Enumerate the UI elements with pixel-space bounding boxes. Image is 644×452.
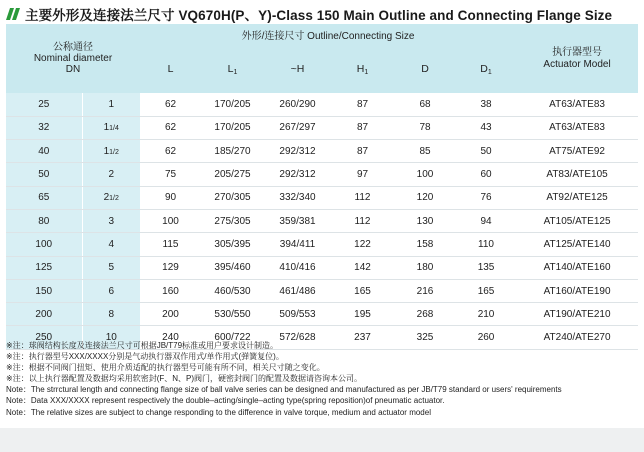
table-row <box>6 233 638 256</box>
actuator-cell: AT190/ATE210 <box>516 303 638 326</box>
h1-cell: 165 <box>331 279 394 302</box>
d-cell: 158 <box>394 233 456 256</box>
actuator-header-cn: 执行器型号 <box>552 46 603 58</box>
d-cell: 68 <box>394 93 456 116</box>
col-h-header: ~H <box>264 45 331 93</box>
l-cell: 240 <box>140 326 201 349</box>
d-cell: 85 <box>394 140 456 163</box>
dn-mm-cell: 65 <box>6 186 82 209</box>
page-title: 主要外形及连接法兰尺寸 VQ670H(P、Y)-Class 150 Main Outline and Connecting Flange Size <box>25 8 613 23</box>
dn-inch-cell: 3 <box>82 209 140 232</box>
dn-inch-cell: 8 <box>82 303 140 326</box>
l-cell: 200 <box>140 303 201 326</box>
actuator-cell: AT160/ATE190 <box>516 279 638 302</box>
d-cell: 268 <box>394 303 456 326</box>
col-d-header: D <box>394 45 456 93</box>
outline-size-header: 外形/连接尺寸 Outline/Connecting Size <box>140 24 516 45</box>
notes-block <box>6 340 638 418</box>
l1-cell: 530/550 <box>201 303 264 326</box>
col-l1-header: $L_1$ <box>201 45 264 93</box>
h1-cell: 97 <box>331 163 394 186</box>
table-row <box>6 303 638 326</box>
note-line: ※注：球阀结构长度及连接法兰尺寸可根据JB/T79标准或用户要求设计制造。 <box>6 341 279 350</box>
dn-inch-fraction: 1/4 <box>109 125 119 133</box>
d1-cell: 94 <box>456 209 516 232</box>
l1-cell: 205/275 <box>201 163 264 186</box>
dn-inch-cell: 2 <box>82 163 140 186</box>
title-row <box>6 4 612 24</box>
l-cell: 100 <box>140 209 201 232</box>
dn-header-cn: 公称通径 <box>53 42 93 53</box>
d1-cell: 260 <box>456 326 516 349</box>
bottom-strip <box>0 428 644 452</box>
actuator-cell: AT63/ATE83 <box>516 116 638 139</box>
dn-inch-cell: 5 <box>82 256 140 279</box>
dn-mm-cell: 25 <box>6 93 82 116</box>
note-line: Note：The relative sizes are subject to change responding to the difference in valve torque, medium and actuator model <box>6 407 431 417</box>
dn-inch-fraction: 1/2 <box>109 148 119 156</box>
d-cell: 100 <box>394 163 456 186</box>
h-cell: 292/312 <box>264 163 331 186</box>
d1-cell: 110 <box>456 233 516 256</box>
nominal-diameter-header <box>6 24 140 93</box>
h-cell: 461/486 <box>264 279 331 302</box>
d1-cell: 43 <box>456 116 516 139</box>
l-cell: 75 <box>140 163 201 186</box>
dn-inch-cell: 21/2 <box>82 186 140 209</box>
h1-cell: 142 <box>331 256 394 279</box>
table-body <box>6 93 638 349</box>
dn-inch-cell: 11/2 <box>82 140 140 163</box>
h1-cell: 112 <box>331 186 394 209</box>
dn-mm-cell: 200 <box>6 303 82 326</box>
l1-cell: 395/460 <box>201 256 264 279</box>
actuator-cell: AT83/ATE105 <box>516 163 638 186</box>
d1-cell: 50 <box>456 140 516 163</box>
actuator-cell: AT140/ATE160 <box>516 256 638 279</box>
d-cell: 325 <box>394 326 456 349</box>
h-cell: 292/312 <box>264 140 331 163</box>
l-cell: 90 <box>140 186 201 209</box>
note-line: ※注：以上执行器配置及数据均采用软密封(F、N、P)阀门，硬密封阀门的配置及数据请咨询本公司。 <box>6 374 363 384</box>
l-cell: 160 <box>140 279 201 302</box>
dn-inch-cell: 6 <box>82 279 140 302</box>
header-row-1 <box>6 24 638 45</box>
dn-mm-cell: 125 <box>6 256 82 279</box>
dn-mm-cell: 100 <box>6 233 82 256</box>
h-cell: 332/340 <box>264 186 331 209</box>
note-line: Note：Data XXX/XXXX represent respectively the double–acting/single–acting type(spring reposition)of pneumatic actuator. <box>6 396 445 406</box>
h-cell: 359/381 <box>264 209 331 232</box>
actuator-header <box>516 24 638 93</box>
table-row <box>6 186 638 209</box>
l-cell: 115 <box>140 233 201 256</box>
l1-cell: 275/305 <box>201 209 264 232</box>
col-d1-header: $D_1$ <box>456 45 516 93</box>
table-row <box>6 163 638 186</box>
l1-cell: 600/722 <box>201 326 264 349</box>
table-row <box>6 256 638 279</box>
d1-cell: 76 <box>456 186 516 209</box>
l1-cell: 170/205 <box>201 116 264 139</box>
table-row <box>6 279 638 302</box>
dn-mm-cell: 32 <box>6 116 82 139</box>
h-cell: 260/290 <box>264 93 331 116</box>
l1-cell: 270/305 <box>201 186 264 209</box>
note-line: ※注：执行器型号XXX/XXXX分别是气动执行器双作用式/单作用式(弹簧复位)。 <box>6 352 284 362</box>
dn-inch-cell: 4 <box>82 233 140 256</box>
actuator-cell: AT105/ATE125 <box>516 209 638 232</box>
h-cell: 267/297 <box>264 116 331 139</box>
h1-cell: 195 <box>331 303 394 326</box>
actuator-cell: AT240/ATE270 <box>516 326 638 349</box>
note-line: ※注：根据不同阀门扭矩、使用介质适配的执行器型号可能有所不同，相关尺寸随之变化。 <box>6 363 325 373</box>
h1-cell: 87 <box>331 116 394 139</box>
actuator-cell: AT63/ATE83 <box>516 93 638 116</box>
l-cell: 129 <box>140 256 201 279</box>
d-cell: 120 <box>394 186 456 209</box>
note-line: Note：The strrctural length and connecting flange size of ball valve series can be designed and manufactured as per JB/T79 standard or users' requirements <box>6 385 562 395</box>
d-cell: 78 <box>394 116 456 139</box>
d-cell: 216 <box>394 279 456 302</box>
actuator-header-en: Actuator Model <box>543 58 611 70</box>
h1-cell: 112 <box>331 209 394 232</box>
dn-inch-cell: 11/4 <box>82 116 140 139</box>
d1-cell: 165 <box>456 279 516 302</box>
h1-cell: 87 <box>331 140 394 163</box>
h-cell: 509/553 <box>264 303 331 326</box>
table-row <box>6 93 638 116</box>
l1-cell: 305/395 <box>201 233 264 256</box>
l-cell: 62 <box>140 93 201 116</box>
table-row <box>6 116 638 139</box>
h1-cell: 87 <box>331 93 394 116</box>
dn-inch-cell: 1 <box>82 93 140 116</box>
dn-mm-cell: 40 <box>6 140 82 163</box>
dn-header-code: DN <box>65 64 81 75</box>
d-cell: 130 <box>394 209 456 232</box>
table-row <box>6 140 638 163</box>
dn-mm-cell: 50 <box>6 163 82 186</box>
l1-cell: 460/530 <box>201 279 264 302</box>
actuator-cell: AT125/ATE140 <box>516 233 638 256</box>
col-l-header: L <box>140 45 201 93</box>
l1-cell: 185/270 <box>201 140 264 163</box>
h-cell: 572/628 <box>264 326 331 349</box>
h1-cell: 237 <box>331 326 394 349</box>
double-slash-icon <box>6 8 20 20</box>
dn-mm-cell: 250 <box>6 326 82 349</box>
dn-inch-cell: 10 <box>82 326 140 349</box>
h-cell: 410/416 <box>264 256 331 279</box>
dn-inch-fraction: 1/2 <box>109 195 119 203</box>
d1-cell: 38 <box>456 93 516 116</box>
dn-mm-cell: 150 <box>6 279 82 302</box>
spec-table <box>6 24 638 350</box>
d-cell: 180 <box>394 256 456 279</box>
l-cell: 62 <box>140 116 201 139</box>
h-cell: 394/411 <box>264 233 331 256</box>
l-cell: 62 <box>140 140 201 163</box>
d1-cell: 135 <box>456 256 516 279</box>
h1-cell: 122 <box>331 233 394 256</box>
d1-cell: 60 <box>456 163 516 186</box>
dn-header-en: Nominal diameter <box>33 53 113 64</box>
l1-cell: 170/205 <box>201 93 264 116</box>
dn-mm-cell: 80 <box>6 209 82 232</box>
actuator-cell: AT75/ATE92 <box>516 140 638 163</box>
d1-cell: 210 <box>456 303 516 326</box>
actuator-cell: AT92/ATE125 <box>516 186 638 209</box>
table-row <box>6 209 638 232</box>
col-h1-header: $H_1$ <box>331 45 394 93</box>
